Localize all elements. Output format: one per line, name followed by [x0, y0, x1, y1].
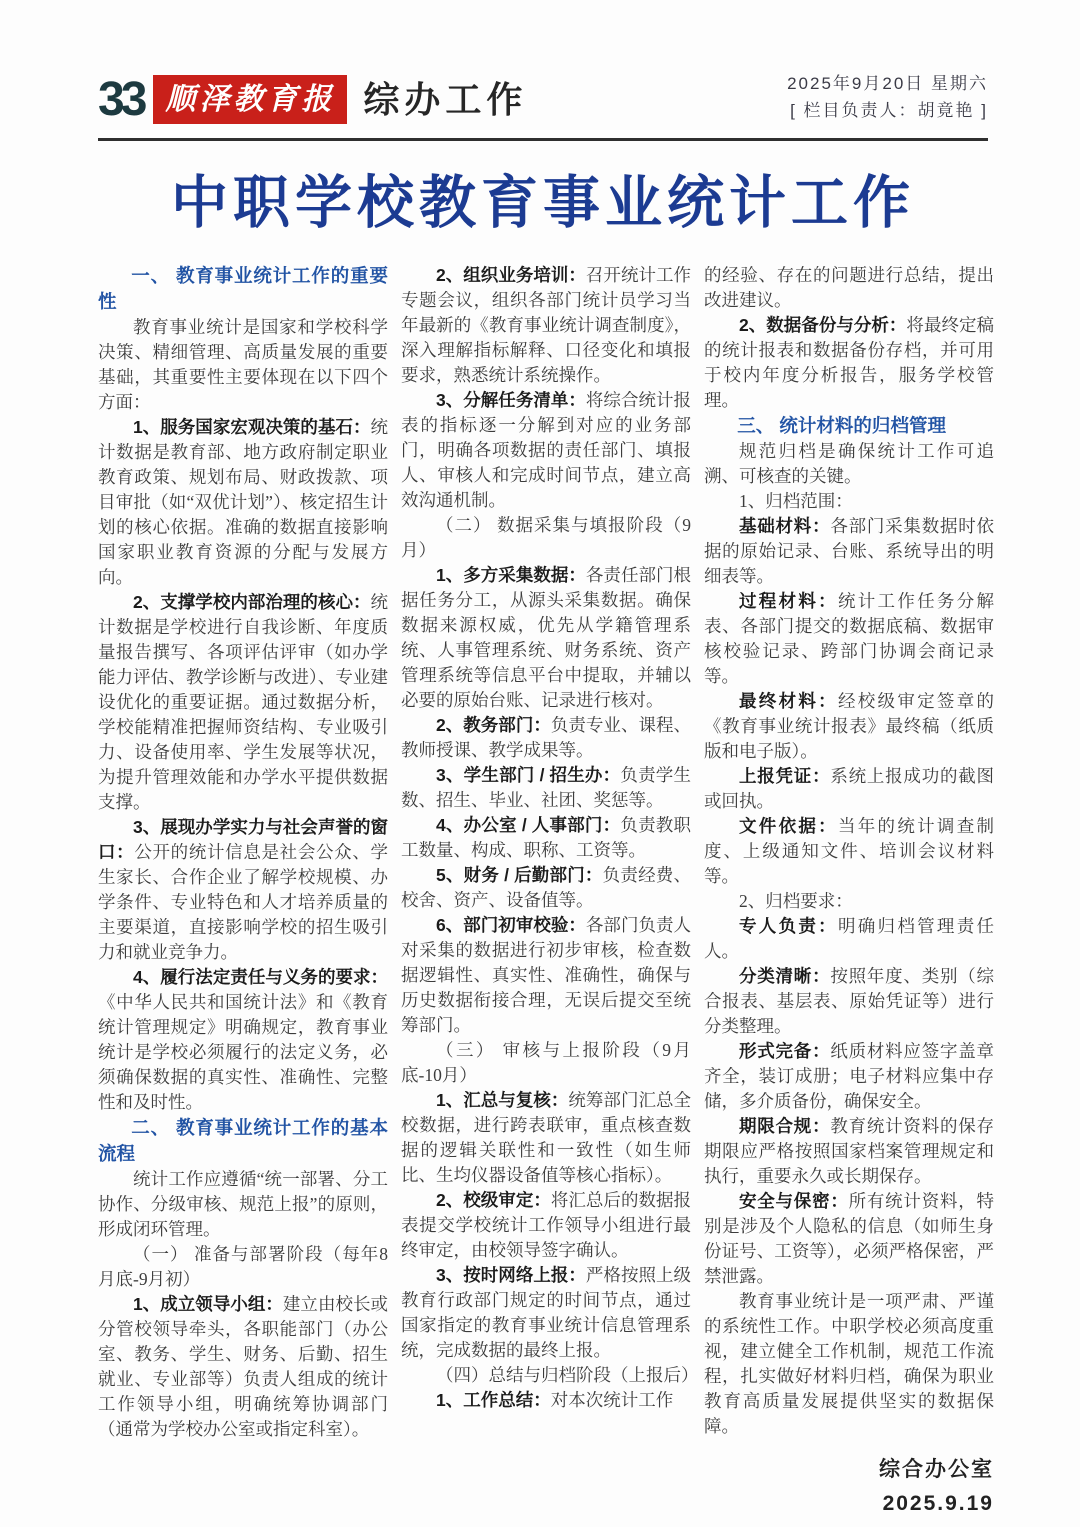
column-editor-note: [ 栏目负责人：胡竟艳 ]: [790, 101, 988, 121]
paragraph-lead: 2、组织业务培训：: [436, 264, 586, 285]
paragraph-lead: 过程材料：: [739, 590, 838, 611]
paragraph: 教育事业统计是一项严肃、严谨的系统性工作。中职学校必须高度重视，建立健全工作机制，规范工作流程，扎实做好材料归档，确保为职业教育高质量发展提供坚实的数据保障。: [704, 1290, 994, 1436]
paragraph-lead: 上报凭证：: [739, 765, 831, 786]
paragraph-lead: 6、部门初审校验：: [436, 914, 586, 935]
paragraph: 1、服务国家宏观决策的基石：统计数据是教育部、地方政府制定职业教育政策、规划布局、财政拨款、项目审批（如“双优计划”）、核定招生计划的核心依据。准确的数据直接影响国家职业教育资源的分配与发展方向。: [98, 416, 388, 587]
paragraph: 3、分解任务清单：将综合统计报表的指标逐一分解到对应的业务部门，明确各项数据的责任部门、填报人、审核人和完成时间节点，建立高效沟通机制。: [401, 389, 692, 510]
masthead-left: [98, 72, 528, 126]
paragraph-lead: 1、多方采集数据：: [436, 564, 586, 585]
paragraph-lead: 5、财务 / 后勤部门：: [436, 864, 603, 885]
paragraph-lead: 期限合规：: [739, 1115, 831, 1136]
paragraph-lead: 3、展现办学实力与社会声誉的窗口：: [98, 816, 388, 862]
article-column-3: [704, 263, 994, 1521]
paragraph-lead: 分类清晰：: [739, 965, 831, 986]
newspaper-name-badge: 顺泽教育报: [153, 75, 347, 124]
paragraph: 5、财务 / 后勤部门：负责经费、校舍、资产、设备值等。: [401, 864, 692, 910]
paragraph-lead: 2、教务部门：: [436, 714, 551, 735]
section-title: 综办工作: [363, 78, 528, 120]
paragraph-lead: 2、校级审定：: [436, 1189, 551, 1210]
article-column-2: [401, 263, 699, 1413]
paragraph-lead: 文件依据：: [739, 815, 838, 836]
paragraph: （一） 准备与部署阶段（每年8月底-9月初）: [98, 1243, 388, 1289]
paragraph: 2、归档要求：: [739, 890, 853, 911]
article-signature: 2025.9.19: [882, 1491, 994, 1515]
paragraph-lead: 2、支撑学校内部治理的核心：: [133, 591, 371, 612]
masthead-right: [787, 70, 988, 124]
paragraph-lead: 1、服务国家宏观决策的基石：: [133, 416, 371, 437]
paragraph: 期限合规：教育统计资料的保存期限应严格按照国家档案管理规定和执行，重要永久或长期保存。: [704, 1115, 995, 1186]
paragraph: 2、教务部门：负责专业、课程、教师授课、教学成果等。: [401, 714, 692, 760]
paragraph: 基础材料：各部门采集数据时依据的原始记录、台账、系统导出的明细表等。: [704, 515, 995, 586]
paragraph: 2、组织业务培训：召开统计工作专题会议，组织各部门统计员学习当年最新的《教育事业统计调查制度》，深入理解指标解释、口径变化和填报要求，熟悉统计系统操作。: [401, 264, 692, 385]
paragraph-lead: 4、办公室 / 人事部门：: [436, 814, 621, 835]
section-heading: 二、 教育事业统计工作的基本流程: [98, 1116, 388, 1164]
paragraph: 过程材料：统计工作任务分解表、各部门提交的数据底稿、数据审核校验记录、跨部门协调会商记录等。: [704, 590, 995, 686]
paragraph: 形式完备：纸质材料应签字盖章齐全，装订成册；电子材料应集中存储，多介质备份，确保安全。: [704, 1040, 995, 1111]
paragraph: （三） 审核与上报阶段（9月底-10月）: [401, 1039, 691, 1085]
paragraph-lead: 3、分解任务清单：: [436, 389, 586, 410]
article-signature: 综合办公室: [879, 1457, 994, 1481]
paragraph: 3、展现办学实力与社会声誉的窗口：公开的统计信息是社会公众、学生家长、合作企业了解学校规模、办学条件、专业特色和人才培养质量的主要渠道，直接影响学校的招生吸引力和就业竞争力。: [98, 816, 389, 962]
paragraph: 文件依据：当年的统计调查制度、上级通知文件、培训会议材料等。: [704, 815, 995, 886]
paragraph: 1、归档范围：: [739, 490, 853, 511]
paragraph-lead: 专人负责：: [739, 915, 838, 936]
article-title: 中职学校教育事业统计工作: [171, 172, 915, 236]
section-heading: 三、 统计材料的归档管理: [737, 414, 946, 436]
section-heading: 一、 教育事业统计工作的重要性: [98, 264, 388, 312]
paragraph: 6、部门初审校验：各部门负责人对采集的数据进行初步审核，检查数据逻辑性、真实性、准确性，确保与历史数据衔接合理，无误后提交至统筹部门。: [401, 914, 692, 1035]
paragraph: 1、汇总与复核：统筹部门汇总全校数据，进行跨表联审，重点核查数据的逻辑关联性和一致性（如生师比、生均仪器设备值等核心指标）。: [401, 1089, 692, 1185]
paragraph: 4、履行法定责任与义务的要求：《中华人民共和国统计法》和《教育统计管理规定》明确规定，教育事业统计是学校必须履行的法定义务，必须确保数据的真实性、准确性、完整性和及时性。: [98, 966, 388, 1112]
article-column-1: [98, 263, 388, 1442]
paragraph-lead: 基础材料：: [739, 515, 831, 536]
paragraph: 1、多方采集数据：各责任部门根据任务分工，从源头采集数据。确保数据来源权威，优先从学籍管理系统、人事管理系统、财务系统、资产管理系统等信息平台中提取，并辅以必要的原始台账、记录进行核对。: [401, 564, 692, 710]
paragraph: 安全与保密：所有统计资料，特别是涉及个人隐私的信息（如师生身份证号、工资等），必须严格保密，严禁泄露。: [704, 1190, 995, 1286]
paragraph-lead: 1、汇总与复核：: [436, 1089, 569, 1110]
page-number: 33: [98, 72, 144, 126]
paragraph: 统计工作应遵循“统一部署、分工协作、分级审核、规范上报”的原则，形成闭环管理。: [98, 1168, 388, 1239]
paragraph: 3、学生部门 / 招生办：负责学生数、招生、毕业、社团、奖惩等。: [401, 764, 691, 810]
paragraph-lead: 安全与保密：: [739, 1190, 849, 1211]
paragraph-lead: 4、履行法定责任与义务的要求：: [133, 966, 388, 987]
paragraph: 3、按时网络上报：严格按照上级教育行政部门规定的时间节点，通过国家指定的教育事业统计信息管理系统，完成数据的最终上报。: [401, 1264, 692, 1360]
paragraph: 1、工作总结：对本次统计工作: [436, 1389, 674, 1410]
paragraph: 2、数据备份与分析：将最终定稿的统计报表和数据备份存档，并可用于校内年度分析报告，服务学校管理。: [704, 314, 994, 410]
paragraph: 专人负责：明确归档管理责任人。: [704, 915, 995, 961]
paragraph-lead: 最终材料：: [739, 690, 838, 711]
paragraph-lead: 3、按时网络上报：: [436, 1264, 586, 1285]
paragraph: 上报凭证：系统上报成功的截图或回执。: [704, 765, 995, 811]
paragraph-lead: 1、成立领导小组：: [133, 1293, 283, 1314]
paragraph-lead: 2、数据备份与分析：: [739, 314, 907, 335]
paragraph-lead: 形式完备：: [739, 1040, 831, 1061]
issue-date: 2025年9月20日 星期六: [787, 74, 988, 93]
paragraph-lead: 3、学生部门 / 招生办：: [436, 764, 621, 785]
paragraph-lead: 1、工作总结：: [436, 1389, 551, 1410]
page-header: [98, 70, 988, 124]
paragraph: 2、支撑学校内部治理的核心：统计数据是学校进行自我诊断、年度质量报告撰写、各项评估评审（如办学能力评估、教学诊断与改进）、专业建设优化的重要证据。通过数据分析，学校能精准把握师资结构、专业吸引力、设备使用率、学生发展等状况，为提升管理效能和办学水平提供数据支撑。: [98, 591, 388, 812]
paragraph: 1、成立领导小组：建立由校长或分管校领导牵头，各职能部门（办公室、教务、学生、财务、后勤、招生就业、专业部等）负责人组成的统计工作领导小组，明确统筹协调部门（通常为学校办公室或指定科室）。: [98, 1293, 389, 1439]
paragraph: （二） 数据采集与填报阶段（9月）: [401, 514, 691, 560]
paragraph: 规范归档是确保统计工作可追溯、可核查的关键。: [704, 440, 994, 486]
paragraph: 教育事业统计是国家和学校科学决策、精细管理、高质量发展的重要基础，其重要性主要体现在以下四个方面：: [98, 316, 388, 412]
header-divider: [98, 138, 988, 141]
paragraph: 4、办公室 / 人事部门：负责教职工数量、构成、职称、工资等。: [401, 814, 691, 860]
paragraph: （四）总结与归档阶段（上报后）: [436, 1364, 699, 1385]
paragraph: 2、校级审定：将汇总后的数据报表提交学校统计工作领导小组进行最终审定，由校领导签字确认。: [401, 1189, 692, 1260]
paragraph: 的经验、存在的问题进行总结，提出改进建议。: [704, 264, 994, 310]
paragraph: 最终材料：经校级审定签章的《教育事业统计报表》最终稿（纸质版和电子版）。: [704, 690, 995, 761]
article-columns: [98, 263, 995, 1521]
paragraph: 分类清晰：按照年度、类别（综合报表、基层表、原始凭证等）进行分类整理。: [704, 965, 995, 1036]
